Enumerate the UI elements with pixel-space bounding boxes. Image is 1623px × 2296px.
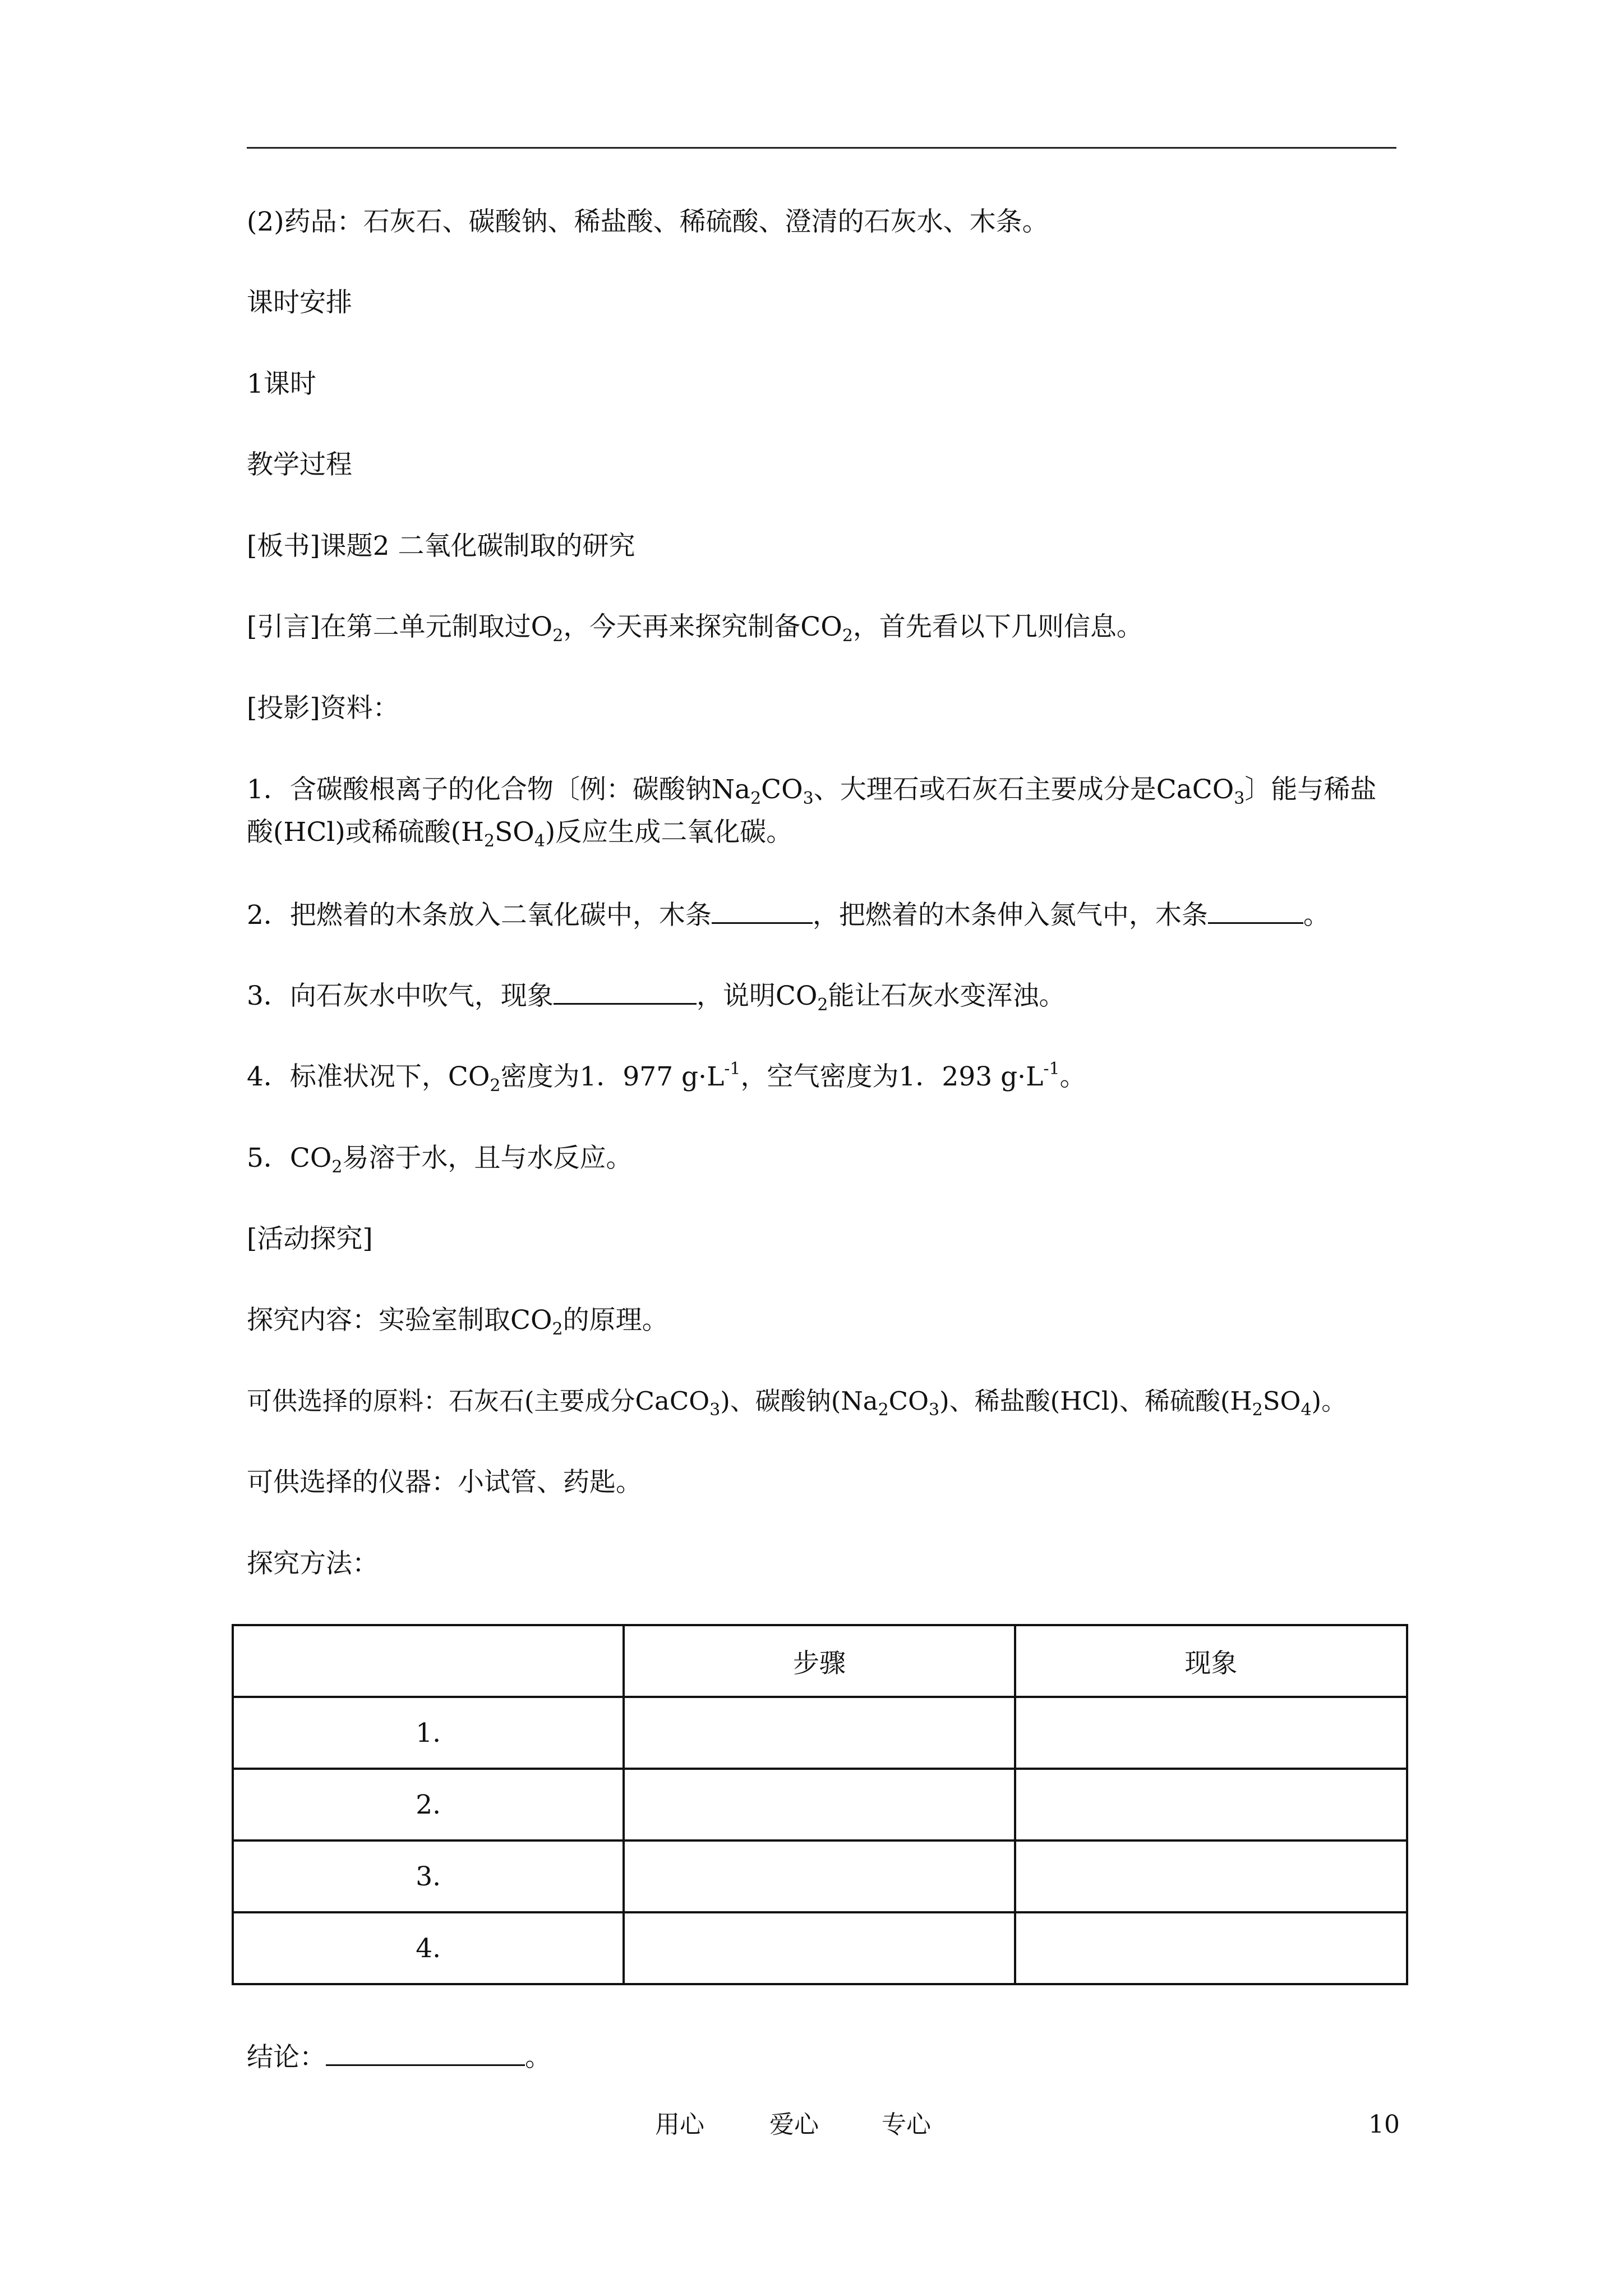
fill-blank [554,1002,697,1005]
raw-text-d: )、稀盐酸(HCl)、稀硫酸(H [939,1386,1252,1416]
info1-text-a: 1．含碳酸根离子的化合物〔例：碳酸钠Na [247,774,751,805]
info1-text-b: CO [761,774,803,805]
instruments: 可供选择的仪器：小试管、药匙。 [247,1467,642,1498]
table-row [233,1697,1407,1769]
raw-materials [247,1380,1402,1423]
explore-text-a: 探究内容：实验室制取CO [247,1305,552,1336]
superscript: -1 [724,1059,741,1079]
phenomenon-cell [1015,1769,1407,1841]
footer-motto-1: 用心 [655,2110,704,2139]
info2-text-c: 。 [1303,900,1330,931]
info5-text-a: 5．CO [247,1143,332,1174]
info3-text-c: 能让石灰水变浑浊。 [828,981,1066,1011]
intro-line [247,606,1402,648]
table-header-cell [233,1625,624,1697]
row-number: 4. [233,1912,624,1984]
table-header-row [233,1625,1407,1697]
step-cell [624,1769,1015,1841]
explore-text-b: 的原理。 [562,1305,668,1336]
subscript: 4 [1301,1400,1312,1420]
table-header-cell: 现象 [1015,1625,1407,1697]
materials-line: (2)药品：石灰石、碳酸钠、稀盐酸、稀硫酸、澄清的石灰水、木条。 [247,206,1049,237]
subscript: 3 [709,1400,721,1420]
info3-text-a: 3．向石灰水中吹气，现象 [247,981,554,1011]
footer-motto-3: 专心 [882,2110,931,2139]
schedule-heading: 课时安排 [247,287,352,318]
activity-heading: [活动探究] [247,1223,373,1254]
step-cell [624,1841,1015,1912]
raw-text-f: )。 [1311,1386,1347,1416]
conclusion-text-a: 结论： [247,2042,326,2073]
intro-text-c: ，首先看以下几则信息。 [852,611,1143,642]
subscript: 2 [331,1157,343,1177]
info-item-5 [247,1137,1402,1180]
info2-text-b: ，把燃着的木条伸入氮气中，木条 [812,900,1208,931]
fill-blank [1208,922,1303,924]
subscript: 2 [817,995,828,1015]
subscript: 2 [842,626,853,646]
subscript: 2 [552,1319,563,1339]
info-item-1 [247,769,1402,854]
fill-blank [712,922,813,924]
conclusion-line [247,2036,1402,2079]
subscript: 2 [490,1076,501,1096]
info-item-3 [247,975,1402,1018]
raw-text-c: CO [888,1386,929,1416]
board-title: [板书]课题2 二氧化碳制取的研究 [247,531,635,562]
explore-content [247,1299,1402,1342]
info1-text-e: SO [495,817,534,848]
schedule-value: 1课时 [247,369,316,399]
step-cell [624,1912,1015,1984]
raw-text-b: )、碳酸钠(Na [720,1386,878,1416]
info-item-2 [247,894,1402,937]
method-heading: 探究方法： [247,1548,379,1579]
conclusion-text-b: 。 [525,2042,551,2073]
header-rule [247,147,1396,149]
info2-text-a: 2．把燃着的木条放入二氧化碳中，木条 [247,900,712,931]
intro-text-b: ，今天再来探究制备CO [563,611,842,642]
row-number: 2. [233,1769,624,1841]
table-row [233,1769,1407,1841]
subscript: 2 [878,1400,889,1420]
info4-text-d: 。 [1059,1061,1086,1092]
superscript: -1 [1043,1059,1060,1079]
subscript: 3 [928,1400,940,1420]
subscript: 4 [534,831,545,851]
info4-text-a: 4．标准状况下，CO [247,1061,490,1092]
page-number: 10 [1368,2110,1400,2139]
fill-blank [326,2064,525,2066]
subscript: 2 [750,789,762,808]
info1-text-f: )反应生成二氧化碳。 [545,817,793,848]
row-number: 1. [233,1697,624,1769]
projection-heading: [投影]资料： [247,693,399,724]
info5-text-b: 易溶于水，且与水反应。 [342,1143,633,1174]
info3-text-b: ，说明CO [696,981,818,1011]
info-item-4 [247,1056,1402,1098]
subscript: 2 [552,626,564,646]
table-row [233,1912,1407,1984]
subscript: 2 [483,831,495,851]
method-table [232,1624,1408,1985]
raw-text-a: 可供选择的原料：石灰石(主要成分CaCO [247,1386,710,1416]
info1-text-d: 〕能与稀盐酸(HCl)或稀硫酸(H [247,774,1377,848]
subscript: 3 [1234,789,1245,808]
subscript: 3 [803,789,814,808]
intro-text-a: [引言]在第二单元制取过O [247,611,553,642]
phenomenon-cell [1015,1841,1407,1912]
subscript: 2 [1252,1400,1263,1420]
row-number: 3. [233,1841,624,1912]
info4-text-c: ，空气密度为1．293 g·L [740,1061,1044,1092]
table-row [233,1841,1407,1912]
table-header-cell: 步骤 [624,1625,1015,1697]
footer-motto-2: 爱心 [769,2110,819,2139]
info4-text-b: 密度为1．977 g·L [500,1061,725,1092]
info1-text-c: 、大理石或石灰石主要成分是CaCO [813,774,1234,805]
phenomenon-cell [1015,1697,1407,1769]
phenomenon-cell [1015,1912,1407,1984]
raw-text-e: SO [1262,1386,1301,1416]
step-cell [624,1697,1015,1769]
process-heading: 教学过程 [247,449,352,480]
